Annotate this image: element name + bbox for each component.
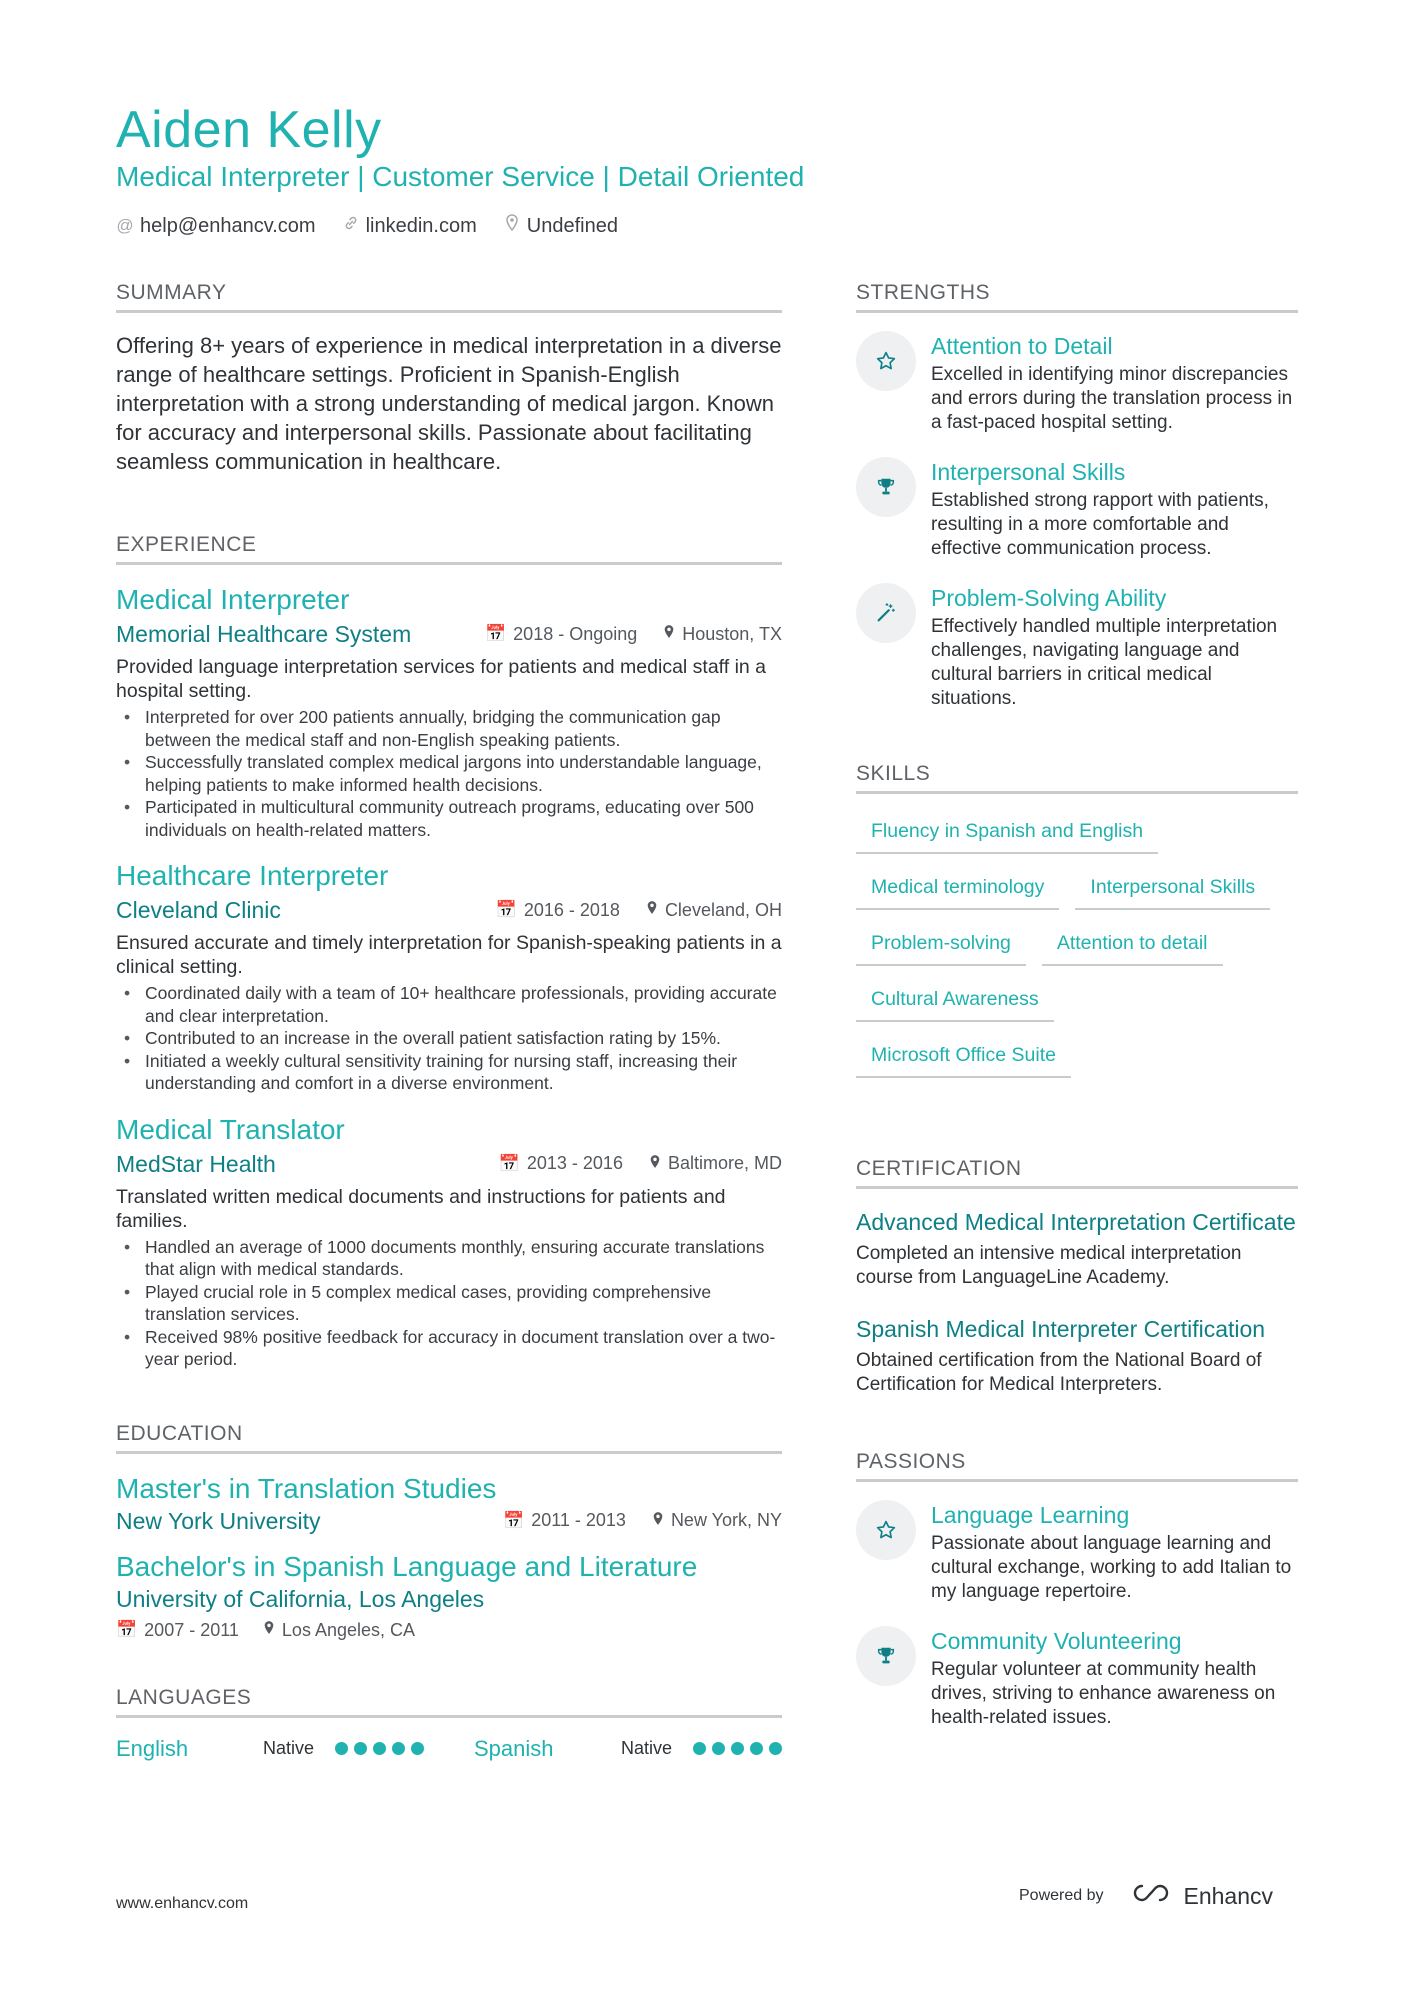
- proficiency-dot: [750, 1742, 763, 1755]
- strength-description: Effectively handled multiple interpretation challenges, navigating language and cultural barriers in critical medical situations.: [931, 616, 1278, 709]
- passion-title: Language Learning: [931, 1502, 1130, 1528]
- education-location: Los Angeles, CA: [281, 1619, 416, 1640]
- passion-description: Regular volunteer at community health drives, striving to enhance awareness on health-related issues.: [931, 1659, 1276, 1728]
- education-item: [116, 1472, 782, 1536]
- achievement-list: [116, 982, 782, 1095]
- job-description: Provided language interpretation services for patients and medical staff in a hospital setting.: [116, 656, 767, 702]
- calendar-icon: 📅: [495, 900, 517, 919]
- certification-title: Spanish Medical Interpreter Certification: [856, 1316, 1266, 1342]
- proficiency-dot: [693, 1742, 706, 1755]
- job-title: Medical Translator: [116, 1113, 345, 1145]
- proficiency-dot: [392, 1742, 405, 1755]
- experience-item: [116, 859, 782, 1095]
- achievement-list: [116, 1236, 782, 1371]
- achievement-bullet: • Participated in multicultural community outreach programs, educating over 500 individuals on health-related matters.: [116, 796, 782, 841]
- language-name: English: [116, 1735, 189, 1761]
- location-pin-icon: [652, 1511, 664, 1531]
- achievement-bullet: • Successfully translated complex medical jargons into understandable language, helping patients to make informed health decisions.: [116, 751, 782, 796]
- at-icon: @: [116, 216, 134, 235]
- job-dates: 2013 - 2016: [526, 1153, 623, 1173]
- achievement-bullet: • Interpreted for over 200 patients annually, bridging the communication gap between the medical staff and non-English speaking patients.: [116, 706, 782, 751]
- education-section: [116, 1421, 782, 1641]
- languages-section: [116, 1685, 782, 1762]
- achievement-bullet: • Received 98% positive feedback for accuracy in document translation over a two-year period.: [116, 1326, 782, 1371]
- proficiency-dot: [731, 1742, 744, 1755]
- proficiency-dot: [373, 1742, 386, 1755]
- experience-item: [116, 1113, 782, 1371]
- right-column: [856, 280, 1298, 1730]
- company-name: MedStar Health: [116, 1150, 276, 1177]
- skill-tag: Medical terminology: [856, 868, 1059, 910]
- section-title-certification: CERTIFICATION: [856, 1156, 1298, 1189]
- passion-item: [856, 1500, 1298, 1604]
- job-dates: 2018 - Ongoing: [513, 623, 638, 644]
- strength-item: [856, 331, 1298, 435]
- trophy-icon: [856, 1626, 916, 1686]
- enhancv-logo-icon: [1128, 1882, 1174, 1910]
- strength-description: Established strong rapport with patients, resulting in a more comfortable and effective communication process.: [931, 490, 1269, 559]
- skill-tag: Cultural Awareness: [856, 980, 1054, 1022]
- company-name: Cleveland Clinic: [116, 897, 281, 923]
- skills-section: [856, 761, 1298, 1092]
- contact-email[interactable]: [116, 213, 316, 239]
- experience-item: [116, 583, 782, 841]
- achievement-bullet: • Played crucial role in 5 complex medical cases, providing comprehensive translation services.: [116, 1281, 782, 1326]
- certification-item: [856, 1316, 1298, 1397]
- experience-section: [116, 532, 782, 1371]
- skill-tag: Problem-solving: [856, 924, 1026, 966]
- achievement-bullet: • Contributed to an increase in the overall patient satisfaction rating by 15%.: [116, 1027, 782, 1050]
- location-pin-icon: [503, 213, 521, 239]
- degree-title: Bachelor's in Spanish Language and Literature: [116, 1550, 698, 1582]
- proficiency-dots: [335, 1742, 424, 1755]
- degree-title: Master's in Translation Studies: [116, 1472, 497, 1504]
- proficiency-dot: [712, 1742, 725, 1755]
- summary-section: [116, 280, 782, 476]
- summary-text: Offering 8+ years of experience in medical interpretation in a diverse range of healthcare settings. Proficient in Spanish-English interpretation with a strong understanding of medical jargon. Known for accuracy and interpersonal skills. Passionate about facilitating seamless communication in healthcare.: [116, 333, 782, 474]
- calendar-icon: 📅: [498, 1153, 520, 1173]
- skill-tag: Fluency in Spanish and English: [856, 812, 1158, 854]
- language-item: [116, 1736, 474, 1762]
- passion-description: Passionate about language learning and cultural exchange, working to add Italian to my language repertoire.: [931, 1533, 1292, 1602]
- proficiency-dot: [335, 1742, 348, 1755]
- job-title: Healthcare Interpreter: [116, 860, 389, 891]
- section-title-summary: SUMMARY: [116, 280, 782, 313]
- magic-wand-icon: [856, 583, 916, 643]
- education-dates: 2007 - 2011: [144, 1619, 239, 1640]
- language-item: [474, 1736, 782, 1762]
- achievement-bullet: • Initiated a weekly cultural sensitivity training for nursing staff, increasing their understanding and comfort in a diverse environment.: [116, 1050, 782, 1095]
- strength-item: [856, 583, 1298, 711]
- location-pin-icon: [663, 624, 675, 644]
- link-icon: [342, 213, 360, 239]
- section-title-skills: SKILLS: [856, 761, 1298, 794]
- certification-description: Completed an intensive medical interpretation course from LanguageLine Academy.: [856, 1243, 1242, 1288]
- section-title-languages: LANGUAGES: [116, 1685, 782, 1718]
- skill-tag: Interpersonal Skills: [1075, 868, 1270, 910]
- job-title: Medical Interpreter: [116, 584, 350, 615]
- section-title-passions: PASSIONS: [856, 1449, 1298, 1482]
- skill-tag: Attention to detail: [1042, 924, 1223, 966]
- certification-description: Obtained certification from the National Board of Certification for Medical Interpreters.: [856, 1350, 1262, 1395]
- headline: Medical Interpreter | Customer Service | Detail Oriented: [116, 161, 805, 192]
- candidate-name: Aiden Kelly: [116, 101, 382, 159]
- strength-title: Problem-Solving Ability: [931, 585, 1167, 611]
- achievement-bullet: • Handled an average of 1000 documents monthly, ensuring accurate translations that align with medical standards.: [116, 1236, 782, 1281]
- proficiency-dot: [354, 1742, 367, 1755]
- brand-name: Enhancv: [1183, 1882, 1274, 1909]
- achievement-bullet: • Coordinated daily with a team of 10+ healthcare professionals, providing accurate and clear interpretation.: [116, 982, 782, 1027]
- education-dates: 2011 - 2013: [531, 1510, 626, 1530]
- contact-location: [503, 213, 618, 239]
- school-name: New York University: [116, 1507, 321, 1534]
- passion-item: [856, 1626, 1298, 1730]
- language-level: Native: [621, 1738, 673, 1758]
- footer-branding[interactable]: [1019, 1882, 1273, 1910]
- passion-title: Community Volunteering: [931, 1628, 1182, 1654]
- company-name: Memorial Healthcare System: [116, 621, 412, 647]
- left-column: [116, 280, 782, 1762]
- skills-list: [856, 812, 1298, 1092]
- language-level: Native: [263, 1738, 315, 1758]
- contact-bar: [116, 213, 618, 239]
- footer-website[interactable]: www.enhancv.com: [116, 1895, 249, 1912]
- section-title-strengths: STRENGTHS: [856, 280, 1298, 313]
- calendar-icon: 📅: [485, 624, 507, 643]
- strengths-section: [856, 280, 1298, 711]
- job-dates: 2016 - 2018: [523, 899, 620, 920]
- education-item: [116, 1550, 782, 1641]
- location-pin-icon: [263, 1620, 275, 1640]
- location-pin-icon: [649, 1154, 661, 1174]
- skill-tag: Microsoft Office Suite: [856, 1036, 1071, 1078]
- proficiency-dot: [769, 1742, 782, 1755]
- email-text: help@enhancv.com: [140, 215, 316, 237]
- location-text: Undefined: [526, 215, 618, 237]
- proficiency-dot: [411, 1742, 424, 1755]
- school-name: University of California, Los Angeles: [116, 1585, 485, 1612]
- section-title-education: EDUCATION: [116, 1421, 782, 1454]
- passions-section: [856, 1449, 1298, 1730]
- star-icon: [856, 331, 916, 391]
- education-location: New York, NY: [670, 1510, 782, 1530]
- strength-title: Attention to Detail: [931, 333, 1113, 359]
- job-description: Translated written medical documents and instructions for patients and families.: [116, 1185, 726, 1232]
- star-icon: [856, 1500, 916, 1560]
- certification-section: [856, 1156, 1298, 1397]
- job-location: Cleveland, OH: [664, 899, 782, 920]
- proficiency-dots: [693, 1742, 782, 1755]
- calendar-icon: 📅: [503, 1510, 525, 1530]
- linkedin-text: linkedin.com: [365, 215, 477, 237]
- job-location: Baltimore, MD: [667, 1153, 782, 1173]
- certification-title: Advanced Medical Interpretation Certificate: [856, 1209, 1296, 1235]
- contact-linkedin[interactable]: [342, 213, 477, 239]
- job-location: Houston, TX: [682, 623, 782, 644]
- section-title-experience: EXPERIENCE: [116, 532, 782, 565]
- strength-item: [856, 457, 1298, 561]
- job-description: Ensured accurate and timely interpretation for Spanish-speaking patients in a clinical setting.: [116, 932, 782, 978]
- trophy-icon: [856, 457, 916, 517]
- achievement-list: [116, 706, 782, 841]
- language-name: Spanish: [474, 1735, 554, 1761]
- strength-title: Interpersonal Skills: [931, 459, 1126, 485]
- location-pin-icon: [646, 900, 658, 920]
- certification-item: [856, 1209, 1298, 1290]
- calendar-icon: 📅: [116, 1620, 138, 1639]
- powered-by-label: Powered by: [1019, 1887, 1104, 1904]
- strength-description: Excelled in identifying minor discrepancies and errors during the translation process in a fast-paced hospital setting.: [931, 364, 1293, 433]
